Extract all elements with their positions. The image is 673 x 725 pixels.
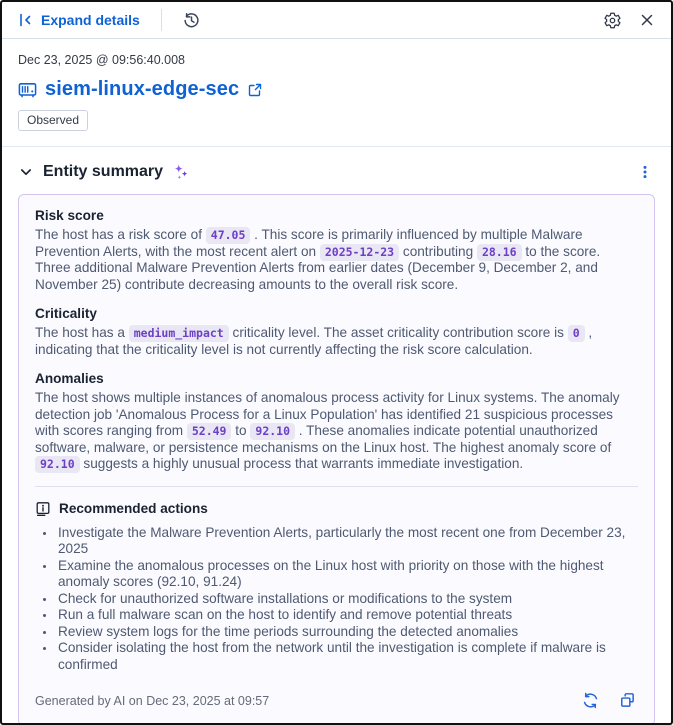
panel-divider <box>35 486 638 487</box>
criticality-text: The host has a medium_impact criticality level. The asset criticality contribution score is 0 , indicating that the criticality level is not currently affecting the risk score calculation. <box>35 325 593 357</box>
flyout-top-bar <box>2 2 671 39</box>
anomalies-section <box>35 371 638 473</box>
risk-score-text: The host has a risk score of 47.05 . This score is primarily influenced by multiple Malware Prevention Alerts, with the most recent alert on 2025-12-23 contributing 28.16 to the score. Three additional Malware Prevention Alerts from earlier dates (December 9, December 2, and November 25) contribute decreasing amounts to the overall risk score. <box>35 227 601 292</box>
topbar-divider <box>161 9 162 31</box>
recommended-action-item: • Consider isolating the host from the network until the investigation is complete if malware is confirmed <box>56 640 638 673</box>
inline-code-value: 52.49 <box>187 423 232 440</box>
popout-icon[interactable] <box>247 82 263 98</box>
recommended-actions-header <box>35 501 638 517</box>
inline-code-value: 47.05 <box>206 227 251 244</box>
generated-by-ai-text: Generated by AI on Dec 23, 2025 at 09:57 <box>35 693 270 708</box>
entity-name: siem-linux-edge-sec <box>45 78 240 100</box>
storage-icon <box>18 80 37 99</box>
inline-code-value: 28.16 <box>477 244 522 261</box>
recommended-action-item: • Review system logs for the time periods surrounding the detected anomalies <box>56 624 638 641</box>
anomalies-text: The host shows multiple instances of anomalous process activity for Linux systems. The anomaly detection job 'Anomalous Process for a Linux Population' has identified 21 suspicious processes with scores ranging from 52.49 to 92.10 . These anomalies indicate potential unauthorized software, malware, or persistence mechanisms on the Linux host. The highest anomaly score of 92.10 suggests a highly unusual process that warrants immediate investigation. <box>35 390 620 471</box>
sparkles-icon <box>172 163 190 181</box>
criticality-heading: Criticality <box>35 306 97 321</box>
ai-panel-footer <box>35 690 638 711</box>
recommended-actions-heading: Recommended actions <box>59 501 208 516</box>
section-divider <box>2 146 671 147</box>
collapse-left-icon <box>18 12 34 28</box>
inline-code-value: medium_impact <box>129 325 229 342</box>
inline-code-value: 92.10 <box>35 456 80 473</box>
inline-code-value: 92.10 <box>250 423 295 440</box>
kebab-menu-icon[interactable] <box>635 162 655 182</box>
close-icon[interactable] <box>637 10 657 30</box>
expand-details-button[interactable] <box>18 12 140 28</box>
criticality-section <box>35 306 638 358</box>
anomalies-heading: Anomalies <box>35 371 104 386</box>
observed-badge: Observed <box>18 110 88 131</box>
inline-code-value: 0 <box>568 325 585 342</box>
recommended-action-item: • Examine the anomalous processes on the Linux host with priority on those with the highest anomaly scores (92.10, 91.24) <box>56 558 638 591</box>
history-clock-icon[interactable] <box>181 10 202 31</box>
recommended-action-item: • Investigate the Malware Prevention Alerts, particularly the most recent one from December 23, 2025 <box>56 525 638 558</box>
entity-summary-header <box>18 162 655 182</box>
recommended-action-item: • Run a full malware scan on the host to identify and remove potential threats <box>56 607 638 624</box>
entity-summary-title: Entity summary <box>43 163 164 180</box>
copy-icon[interactable] <box>617 690 638 711</box>
entity-title-row <box>18 78 655 101</box>
gear-icon[interactable] <box>602 10 623 31</box>
risk-score-section <box>35 208 638 293</box>
ai-summary-panel <box>18 194 655 725</box>
book-info-icon <box>35 501 51 517</box>
risk-score-heading: Risk score <box>35 208 104 223</box>
expand-details-label: Expand details <box>41 12 140 28</box>
recommended-action-item: • Check for unauthorized software installations or modifications to the system <box>56 591 638 608</box>
recommended-actions-list <box>35 525 638 674</box>
inline-code-value: 2025-12-23 <box>320 244 399 261</box>
event-timestamp: Dec 23, 2025 @ 09:56:40.008 <box>18 53 185 67</box>
chevron-down-icon[interactable] <box>18 164 34 180</box>
refresh-icon[interactable] <box>580 690 601 711</box>
